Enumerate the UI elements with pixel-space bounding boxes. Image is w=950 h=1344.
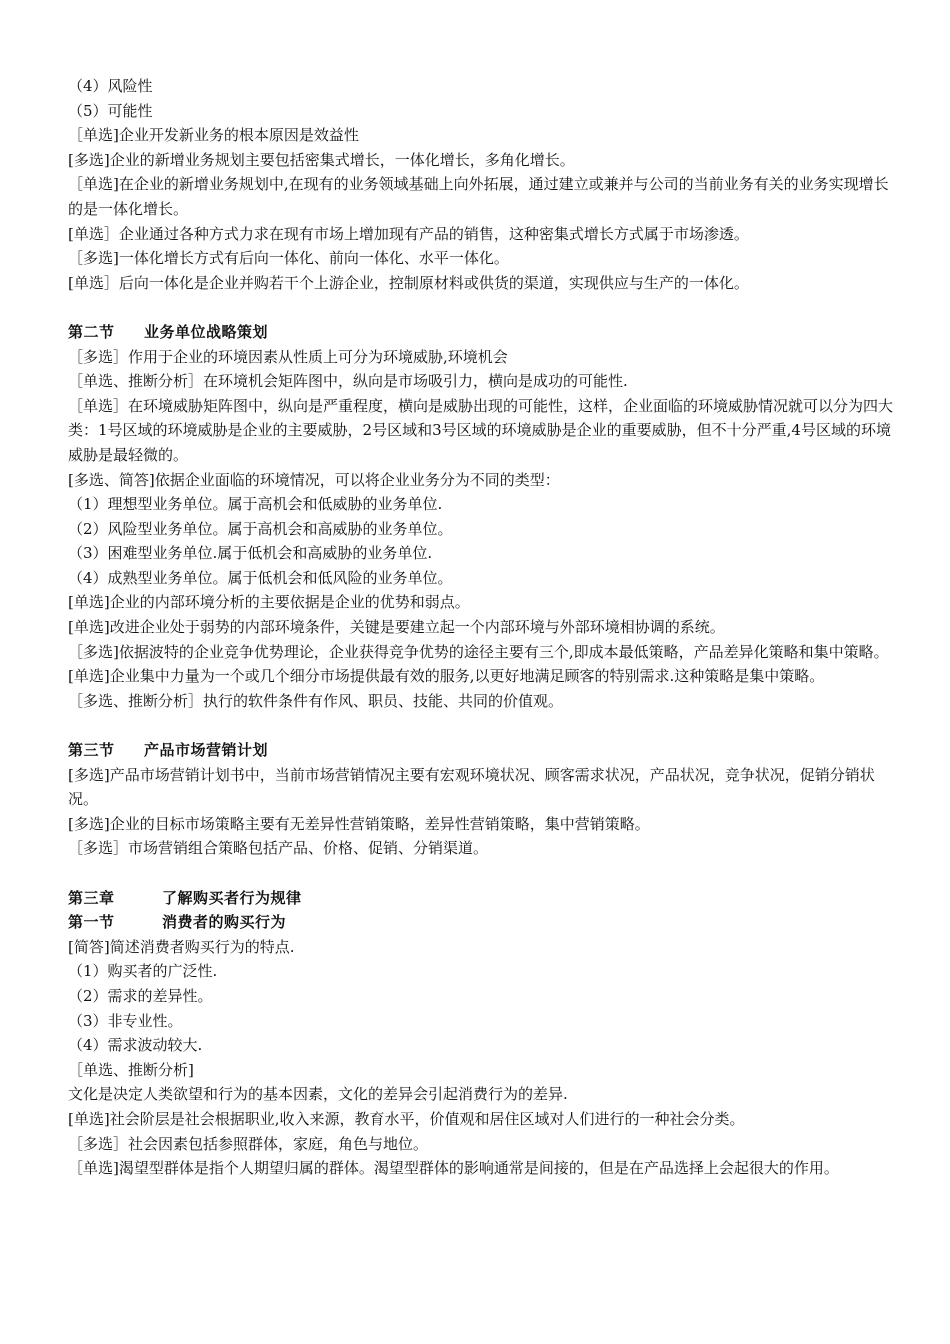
section-title: 消费者的购买行为 [162, 913, 287, 932]
text-line: （4）需求波动较大. [68, 1036, 203, 1055]
text-line: ［单选］在环境威胁矩阵图中，纵向是严重程度，横向是威胁出现的可能性，这样，企业面临的环境威胁情况就可以分为四大类：1号区域的环境威胁是企业的主要威胁，2号区域和3号区域的环境威胁是企业的重要威胁，但不十分严重,4号区域的环境威胁是最轻微的。 [68, 396, 894, 464]
section-number: 第三节 [68, 741, 115, 760]
text-line: ［多选］社会因素包括参照群体，家庭，角色与地位。 [68, 1134, 429, 1153]
section-number: 第二节 [68, 322, 115, 341]
text-line: [单选]企业集中力量为一个或几个细分市场提供最有效的服务,以更好地满足顾客的特别需求.这种策略是集中策略。 [68, 667, 825, 686]
text-line: （2）风险型业务单位。属于高机会和高威胁的业务单位。 [68, 519, 453, 538]
text-line: ［多选、推断分析］执行的软件条件有作风、职员、技能、共同的价值观。 [68, 691, 564, 710]
text-line: （1）理想型业务单位。属于高机会和低威胁的业务单位. [68, 495, 443, 514]
text-line: 文化是决定人类欲望和行为的基本因素，文化的差异会引起消费行为的差异. [68, 1085, 568, 1104]
document-body [68, 74, 894, 1181]
text-line: [多选、简答]依据企业面临的环境情况，可以将企业业务分为不同的类型： [68, 470, 560, 489]
chapter-title: 了解购买者行为规律 [162, 888, 302, 907]
text-line: （5）可能性 [68, 101, 153, 120]
text-line: ［多选]一体化增长方式有后向一体化、前向一体化、水平一体化。 [68, 249, 509, 268]
text-line: （4）风险性 [68, 77, 153, 95]
text-line: ［单选、推断分析] [68, 1060, 194, 1079]
text-line: [单选］企业通过各种方式力求在现有市场上增加现有产品的销售，这种密集式增长方式属于市场渗透。 [68, 224, 749, 243]
text-line: （1）购买者的广泛性. [68, 962, 218, 981]
section-heading-3 [68, 738, 894, 763]
text-line: ［单选]渴望型群体是指个人期望归属的群体。渴望型群体的影响通常是间接的，但是在产品选择上会起很大的作用。 [68, 1159, 839, 1178]
text-line: [简答]简述消费者购买行为的特点. [68, 937, 295, 956]
text-line: [单选]社会阶层是社会根据职业,收入来源，教育水平，价值观和居住区域对人们进行的一种社会分类。 [68, 1109, 745, 1128]
text-line: ［多选］市场营销组合策略包括产品、价格、促销、分销渠道。 [68, 839, 489, 858]
text-line: [单选]改进企业处于弱势的内部环境条件，关键是要建立起一个内部环境与外部环境相协调的系统。 [68, 618, 725, 637]
text-line: [单选］后向一体化是企业并购若干个上游企业，控制原材料或供货的渠道，实现供应与生产的一体化。 [68, 273, 749, 292]
text-line: （3）非专业性。 [68, 1011, 183, 1030]
text-line: （3）困难型业务单位.属于低机会和高威胁的业务单位. [68, 544, 433, 563]
section-title: 业务单位战略策划 [144, 322, 269, 341]
text-line: ［单选、推断分析］在环境机会矩阵图中，纵向是市场吸引力，横向是成功的可能性. [68, 372, 628, 391]
text-line: （2）需求的差异性。 [68, 986, 213, 1005]
text-line: ［单选]企业开发新业务的根本原因是效益性 [68, 126, 359, 145]
spacer [68, 861, 894, 886]
chapter-heading [68, 886, 894, 911]
text-line: [多选]企业的目标市场策略主要有无差异性营销策略，差异性营销策略，集中营销策略。 [68, 814, 650, 833]
section-title: 产品市场营销计划 [144, 741, 269, 760]
spacer [68, 713, 894, 738]
text-line: [单选]企业的内部环境分析的主要依据是企业的优势和弱点。 [68, 593, 470, 612]
chapter-number: 第三章 [68, 888, 115, 907]
text-line: ［多选］作用于企业的环境因素从性质上可分为环境威胁,环境机会 [68, 347, 508, 366]
section-heading-1 [68, 910, 894, 935]
text-line: [多选]产品市场营销计划书中，当前市场营销情况主要有宏观环境状况、顾客需求状况，产品状况，竞争状况，促销分销状况。 [68, 765, 875, 809]
text-line: [多选]企业的新增业务规划主要包括密集式增长，一体化增长，多角化增长。 [68, 150, 575, 169]
section-heading-2 [68, 320, 894, 345]
text-line: ［单选]在企业的新增业务规划中,在现有的业务领域基础上向外拓展，通过建立或兼并与公司的当前业务有关的业务实现增长的是一体化增长。 [68, 175, 889, 218]
spacer [68, 295, 894, 320]
text-line: ［多选]依据波特的企业竞争优势理论，企业获得竞争优势的途径主要有三个,即成本最低策略，产品差异化策略和集中策略。 [68, 642, 889, 661]
text-line: （4）成熟型业务单位。属于低机会和低风险的业务单位。 [68, 568, 453, 587]
section-number: 第一节 [68, 913, 115, 932]
